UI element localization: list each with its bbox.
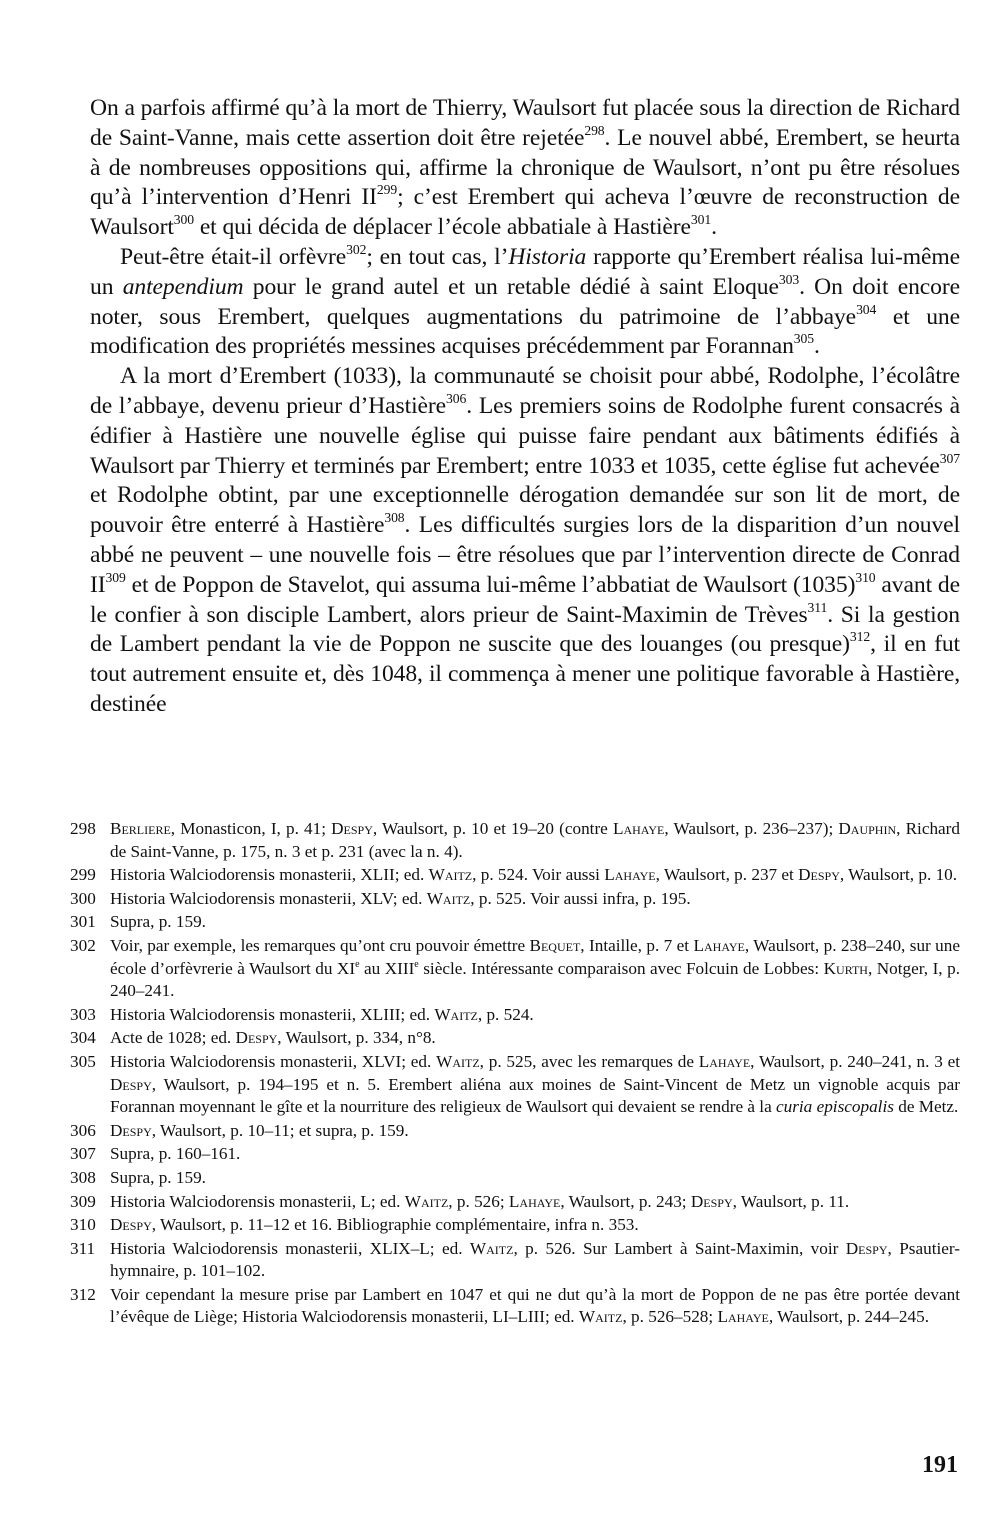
text-run: ; c’est Erembert qui acheva l’œuvre de reconstruction de Waulsort: [90, 184, 960, 241]
text-run: Peut-être était-il orfèvre: [120, 243, 347, 270]
footnote-text: [110, 1051, 960, 1119]
footnote: [70, 1004, 960, 1027]
text-run: et Rodolphe obtint, par une exceptionnelle dérogation demandée sur son lit de mort, de pouvoir être enterré à Hastière: [90, 482, 960, 539]
text-run: .: [711, 214, 717, 241]
author-name: Despy: [235, 1028, 278, 1048]
footnote-text: [110, 935, 960, 1003]
footnote: [70, 1120, 960, 1143]
footnote-number: 308: [70, 1167, 96, 1187]
footnote: [70, 1214, 960, 1237]
note-reference: 303: [778, 271, 800, 287]
text-run: Historia Walciodorensis monasterii, XLIX–L; ed.: [110, 1238, 470, 1258]
text-run: , p. 524.: [477, 1004, 534, 1024]
text-run: , p. 526. Sur Lambert à Saint-Maximin, voir: [513, 1238, 846, 1258]
note-reference: 300: [173, 212, 195, 228]
text-run: Voir cependant la mesure prise par Lambert en 1047 et qui ne dut qu’à la mort de Poppon de ne pas être portée devant l’évêque de Liège; Historia Walciodorensis monasterii, LI–LIII; ed.: [110, 1284, 960, 1327]
text-run: Voir, par exemple, les remarques qu’ont cru pouvoir émettre: [110, 935, 530, 955]
author-name: Bequet: [529, 935, 581, 955]
text-run: . On doit encore noter, sous Erembert, quelques augmentations du patrimoine de l’abbaye: [90, 273, 960, 330]
footnote-number: 298: [70, 819, 96, 838]
note-reference: e: [414, 958, 419, 970]
text-run: , p. 524. Voir aussi: [472, 865, 605, 885]
author-name: Waitz: [436, 1051, 480, 1071]
author-name: Waitz: [578, 1307, 623, 1327]
note-reference: 310: [855, 569, 876, 585]
text-run: Historia Walciodorensis monasterii, XLV; ed.: [110, 888, 427, 908]
text-run: , p. 525, avec les remarques de: [479, 1051, 699, 1071]
footnote-number: 303: [70, 1004, 96, 1024]
text-run: Supra, p. 159.: [110, 1167, 206, 1187]
footnote: [70, 1167, 960, 1190]
author-name: Waitz: [434, 1004, 478, 1024]
text-run: , Waulsort, p. 11.: [732, 1191, 850, 1211]
footnote-text: [110, 1143, 960, 1166]
footnote-text: [110, 911, 960, 934]
text-run: , Notger, I, p. 240–241.: [110, 958, 960, 1001]
text-run: , Waulsort, p. 236–237);: [664, 819, 839, 838]
note-reference: 307: [939, 450, 960, 466]
author-name: Despy: [110, 1074, 152, 1094]
text-run: , Waulsort, p. 238–240, sur une école d’orfèvrerie à Waulsort du XI: [110, 935, 960, 978]
footnote-text: [110, 1238, 960, 1283]
footnote-text: [110, 1120, 960, 1143]
footnote-number: 309: [70, 1191, 96, 1211]
author-name: Lahaye: [693, 935, 745, 955]
paragraph: [90, 362, 960, 720]
text-run: , p. 525. Voir aussi infra, p. 195.: [470, 888, 691, 908]
author-name: Despy: [331, 819, 373, 838]
footnote-number: 299: [70, 865, 96, 885]
author-name: Despy: [798, 865, 840, 885]
text-run: Historia Walciodorensis monasterii, XLII; ed.: [110, 865, 429, 885]
author-name: Waitz: [404, 1191, 449, 1211]
footnote-number: 304: [70, 1028, 96, 1048]
text-run: . Le nouvel abbé, Erembert, se heurta à de nombreuses oppositions qui, affirme la chronique de Waulsort, n’ont pu être résolues qu’à l’intervention d’Henri II: [90, 124, 961, 211]
author-name: Waitz: [428, 865, 473, 885]
text-run: A la mort d’Erembert (1033), la communauté se choisit pour abbé, Rodolphe, l’écolâtre de l’abbaye, devenu prieur d’Hastière: [90, 363, 960, 419]
text-run: ; en tout cas, l’: [366, 243, 509, 270]
text-run: de Metz.: [893, 1097, 959, 1117]
note-reference: 312: [849, 629, 871, 645]
page-number: 191: [922, 1452, 958, 1478]
note-reference: 309: [105, 569, 126, 585]
note-reference: 308: [384, 510, 405, 526]
text-run: , Monasticon, I, p. 41;: [170, 819, 332, 838]
text-run: . Si la gestion de Lambert pendant la vie de Poppon ne suscite que des louanges (ou presque): [90, 601, 960, 658]
text-run: , p. 526;: [448, 1191, 509, 1211]
italic-text: curia episcopalis: [776, 1097, 894, 1117]
author-name: Despy: [110, 1215, 152, 1235]
footnote-number: 311: [70, 1238, 96, 1258]
text-run: siècle. Intéressante comparaison avec Folcuin de Lobbes:: [418, 958, 824, 978]
text-run: , Waulsort, p. 244–245.: [768, 1307, 930, 1327]
text-run: pour le grand autel et un retable dédié à saint Eloque: [243, 273, 779, 300]
footnote-number: 307: [70, 1144, 96, 1164]
note-reference: 302: [346, 242, 367, 258]
footnote-text: [110, 1284, 960, 1329]
footnote-number: 302: [70, 935, 96, 955]
text-run: et de Poppon de Stavelot, qui assuma lui-même l’abbatiat de Waulsort (1035): [125, 571, 856, 598]
text-run: , Intaille, p. 7 et: [580, 935, 694, 955]
text-run: .: [814, 333, 820, 360]
author-name: Despy: [690, 1191, 733, 1211]
note-reference: 304: [856, 301, 877, 317]
note-reference: 311: [807, 599, 828, 615]
footnote: [70, 1143, 960, 1166]
text-run: Acte de 1028; ed.: [110, 1028, 236, 1048]
author-name: Lahaye: [612, 819, 665, 838]
body-text: [90, 94, 960, 720]
text-run: . Les difficultés surgies lors de la disparition d’un nouvel abbé ne peuvent – une nouvelle fois – être résolues que par l’intervention directe de Conrad II: [90, 512, 960, 598]
text-run: avant de le confier à son disciple Lambert, alors prieur de Saint-Maximin de Trèves: [90, 571, 960, 628]
author-name: Despy: [110, 1120, 152, 1140]
footnote-text: [110, 888, 960, 911]
footnote-text: [110, 1027, 960, 1050]
note-reference: 306: [446, 391, 467, 407]
note-reference: e: [355, 958, 360, 970]
text-run: Supra, p. 159.: [110, 912, 206, 932]
footnote-text: [110, 1214, 960, 1237]
text-run: et une modification des propriétés messines acquises précédemment par Forannan: [90, 303, 960, 360]
note-reference: 298: [584, 122, 605, 138]
footnote: [70, 1284, 960, 1329]
footnote-text: [110, 1191, 960, 1214]
text-run: , Waulsort, p. 10 et 19–20 (contre: [372, 819, 613, 838]
text-run: au XIII: [359, 958, 415, 978]
footnote-number: 301: [70, 912, 96, 932]
text-run: Historia Walciodorensis monasterii, L; ed.: [110, 1191, 405, 1211]
text-run: Supra, p. 160–161.: [110, 1144, 241, 1164]
footnote-number: 312: [70, 1284, 96, 1304]
text-run: , il en fut tout autrement ensuite et, dès 1048, il commença à mener une politique favorable à Hastière, destinée: [90, 631, 960, 717]
text-run: , Waulsort, p. 237 et: [655, 865, 799, 885]
footnote-number: 310: [70, 1215, 96, 1235]
text-run: rapporte qu’Erembert réalisa lui-même un: [90, 243, 960, 300]
author-name: Lahaye: [604, 865, 656, 885]
footnote-text: [110, 1167, 960, 1190]
footnote: [70, 1027, 960, 1050]
text-run: , Psautier-hymnaire, p. 101–102.: [110, 1238, 960, 1281]
text-run: Historia Walciodorensis monasterii, XLVI; ed.: [110, 1051, 437, 1071]
text-run: , Waulsort, p. 194–195 et n. 5. Erembert aliéna aux moines de Saint-Vincent de Metz un vignoble acquis par Forannan moyennant le gîte et la nourriture des religieux de Waulsort qui devaient se rendre à la: [110, 1074, 960, 1117]
footnote-text: [110, 1004, 960, 1027]
text-run: , Waulsort, p. 11–12 et 16. Bibliographie complémentaire, infra n. 353.: [151, 1215, 639, 1235]
footnote-text: [110, 818, 960, 863]
text-run: , Waulsort, p. 10–11; et supra, p. 159.: [151, 1120, 409, 1140]
text-run: , Waulsort, p. 243;: [560, 1191, 691, 1211]
author-name: Waitz: [469, 1238, 514, 1258]
text-run: , Waulsort, p. 240–241, n. 3 et: [750, 1051, 960, 1071]
note-reference: 299: [376, 182, 398, 198]
text-run: , Richard de Saint-Vanne, p. 175, n. 3 et p. 231 (avec la n. 4).: [110, 819, 960, 861]
note-reference: 305: [793, 331, 814, 347]
author-name: Lahaye: [698, 1051, 751, 1071]
text-run: et qui décida de déplacer l’école abbatiale à Hastière: [194, 214, 691, 241]
footnote-number: 300: [70, 888, 96, 908]
note-reference: 301: [690, 212, 712, 228]
author-name: Waitz: [426, 888, 471, 908]
footnote: [70, 1238, 960, 1283]
paragraph: [90, 243, 960, 362]
footnote: [70, 864, 960, 887]
author-name: Despy: [845, 1238, 888, 1258]
paragraph: [90, 94, 960, 243]
footnote: [70, 1191, 960, 1214]
footnote-text: [110, 864, 960, 887]
footnotes: [70, 818, 960, 1330]
footnote: [70, 1051, 960, 1119]
author-name: Lahaye: [717, 1307, 769, 1327]
text-run: , p. 526–528;: [622, 1307, 718, 1327]
italic-text: Historia: [508, 243, 587, 270]
author-name: Kurth: [823, 958, 868, 978]
author-name: Dauphin: [838, 819, 897, 838]
text-run: , Waulsort, p. 334, n°8.: [277, 1028, 436, 1048]
text-run: On a parfois affirmé qu’à la mort de Thierry, Waulsort fut placée sous la direction de Richard de Saint-Vanne, mais cette assertion doit être rejetée: [90, 95, 960, 151]
author-name: Berliere: [110, 819, 171, 838]
footnote: [70, 911, 960, 934]
text-run: . Les premiers soins de Rodolphe furent consacrés à édifier à Hastière une nouvelle église qui puisse faire pendant aux bâtiments édifiés à Waulsort par Thierry et terminés par Erembert; entre 1033 et 1035, cette église fut achevée: [90, 392, 960, 479]
text-run: Historia Walciodorensis monasterii, XLIII; ed.: [110, 1004, 435, 1024]
footnote: [70, 818, 960, 863]
footnote: [70, 888, 960, 911]
footnote: [70, 935, 960, 1003]
text-run: , Waulsort, p. 10.: [839, 865, 958, 885]
italic-text: antependium: [122, 273, 244, 300]
footnote-number: 305: [70, 1051, 96, 1071]
author-name: Lahaye: [508, 1191, 561, 1211]
footnote-number: 306: [70, 1120, 96, 1140]
